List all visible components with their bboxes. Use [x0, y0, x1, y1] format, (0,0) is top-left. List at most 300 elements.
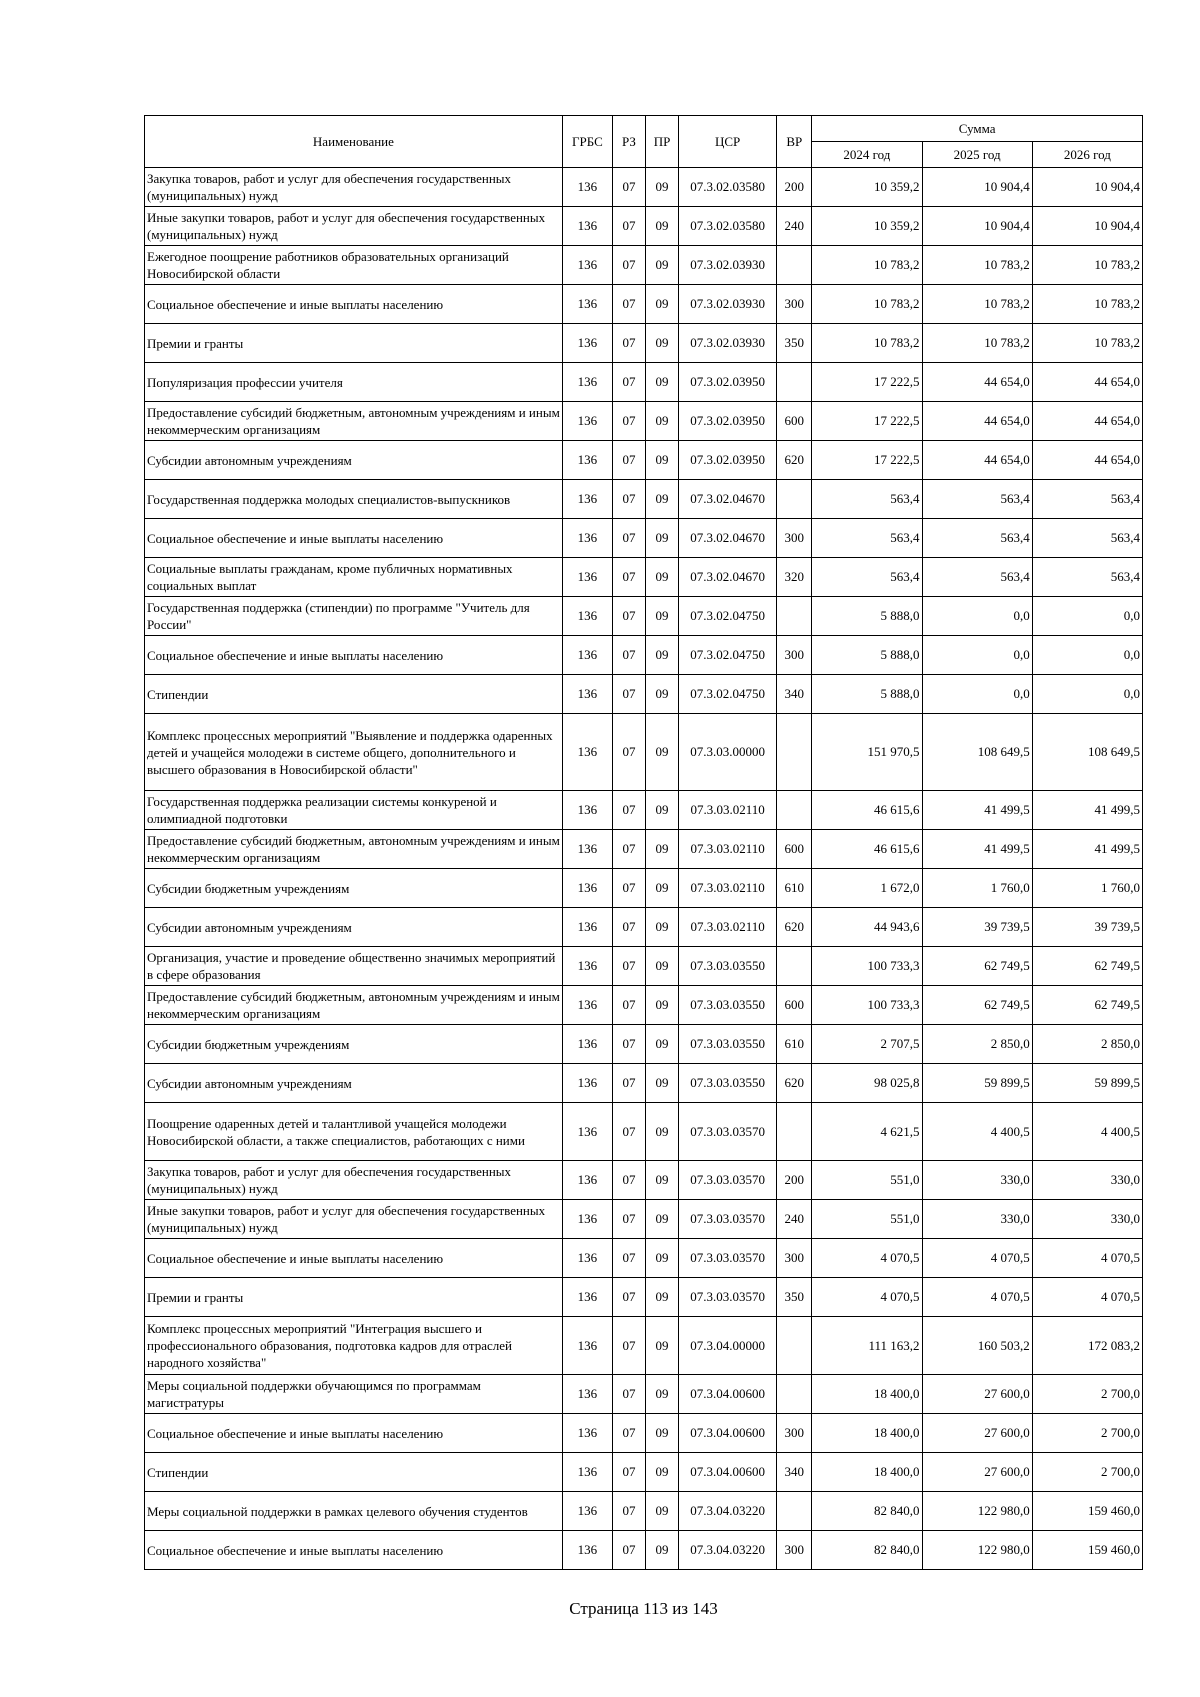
header-csr: ЦСР [679, 116, 777, 168]
row-grbs: 136 [562, 597, 612, 636]
row-sum-2024: 46 615,6 [812, 791, 922, 830]
row-grbs: 136 [562, 947, 612, 986]
row-vr: 300 [777, 1531, 812, 1570]
row-sum-2024: 5 888,0 [812, 597, 922, 636]
row-csr: 07.3.02.04750 [679, 597, 777, 636]
row-csr: 07.3.03.03570 [679, 1239, 777, 1278]
row-pr: 09 [645, 830, 678, 869]
row-grbs: 136 [562, 246, 612, 285]
table-row [145, 1064, 1143, 1103]
row-sum-2026: 10 783,2 [1032, 324, 1142, 363]
row-pr: 09 [645, 441, 678, 480]
row-sum-2026: 39 739,5 [1032, 908, 1142, 947]
row-sum-2024: 551,0 [812, 1200, 922, 1239]
row-grbs: 136 [562, 168, 612, 207]
row-sum-2024: 563,4 [812, 480, 922, 519]
row-grbs: 136 [562, 207, 612, 246]
row-csr: 07.3.02.03950 [679, 363, 777, 402]
row-sum-2025: 4 070,5 [922, 1239, 1032, 1278]
table-row [145, 1531, 1143, 1570]
row-sum-2025: 39 739,5 [922, 908, 1032, 947]
row-vr: 320 [777, 558, 812, 597]
row-pr: 09 [645, 168, 678, 207]
row-sum-2024: 4 070,5 [812, 1278, 922, 1317]
row-sum-2025: 62 749,5 [922, 986, 1032, 1025]
row-sum-2025: 1 760,0 [922, 869, 1032, 908]
row-rz: 07 [612, 1103, 645, 1161]
row-name: Иные закупки товаров, работ и услуг для обеспечения государственных (муниципальных) нужд [145, 1200, 563, 1239]
row-sum-2025: 44 654,0 [922, 363, 1032, 402]
row-rz: 07 [612, 908, 645, 947]
table-row [145, 869, 1143, 908]
row-sum-2025: 122 980,0 [922, 1492, 1032, 1531]
row-sum-2025: 10 783,2 [922, 324, 1032, 363]
row-sum-2024: 4 621,5 [812, 1103, 922, 1161]
row-sum-2026: 159 460,0 [1032, 1492, 1142, 1531]
row-sum-2025: 330,0 [922, 1200, 1032, 1239]
row-name: Комплекс процессных мероприятий "Выявление и поддержка одаренных детей и учащейся молодежи в системе общего, дополнительного и высшего образования в Новосибирской области" [145, 714, 563, 791]
row-name: Меры социальной поддержки в рамках целевого обучения студентов [145, 1492, 563, 1531]
row-sum-2026: 62 749,5 [1032, 986, 1142, 1025]
row-sum-2026: 4 070,5 [1032, 1239, 1142, 1278]
row-grbs: 136 [562, 986, 612, 1025]
row-grbs: 136 [562, 324, 612, 363]
row-grbs: 136 [562, 1239, 612, 1278]
row-csr: 07.3.02.04670 [679, 480, 777, 519]
row-sum-2024: 111 163,2 [812, 1317, 922, 1375]
row-name: Стипендии [145, 1453, 563, 1492]
row-sum-2024: 18 400,0 [812, 1414, 922, 1453]
row-pr: 09 [645, 1161, 678, 1200]
row-grbs: 136 [562, 908, 612, 947]
row-sum-2025: 0,0 [922, 636, 1032, 675]
row-csr: 07.3.02.03580 [679, 168, 777, 207]
row-csr: 07.3.03.02110 [679, 908, 777, 947]
row-grbs: 136 [562, 675, 612, 714]
row-grbs: 136 [562, 869, 612, 908]
row-name: Государственная поддержка молодых специалистов-выпускников [145, 480, 563, 519]
row-sum-2024: 18 400,0 [812, 1375, 922, 1414]
row-sum-2025: 41 499,5 [922, 830, 1032, 869]
row-rz: 07 [612, 1531, 645, 1570]
row-rz: 07 [612, 1278, 645, 1317]
row-grbs: 136 [562, 1103, 612, 1161]
row-grbs: 136 [562, 1278, 612, 1317]
row-vr: 610 [777, 1025, 812, 1064]
row-rz: 07 [612, 1414, 645, 1453]
row-sum-2026: 10 783,2 [1032, 285, 1142, 324]
row-vr: 240 [777, 207, 812, 246]
table-row [145, 285, 1143, 324]
row-vr [777, 714, 812, 791]
row-name: Организация, участие и проведение общественно значимых мероприятий в сфере образования [145, 947, 563, 986]
row-grbs: 136 [562, 1200, 612, 1239]
row-sum-2025: 4 400,5 [922, 1103, 1032, 1161]
row-sum-2025: 59 899,5 [922, 1064, 1032, 1103]
row-csr: 07.3.02.03930 [679, 285, 777, 324]
table-row [145, 597, 1143, 636]
row-sum-2026: 4 400,5 [1032, 1103, 1142, 1161]
table-row [145, 830, 1143, 869]
row-vr: 300 [777, 1239, 812, 1278]
row-name: Социальное обеспечение и иные выплаты населению [145, 1414, 563, 1453]
row-sum-2025: 563,4 [922, 480, 1032, 519]
row-sum-2025: 563,4 [922, 519, 1032, 558]
row-pr: 09 [645, 636, 678, 675]
table-row [145, 480, 1143, 519]
row-sum-2026: 2 850,0 [1032, 1025, 1142, 1064]
row-rz: 07 [612, 714, 645, 791]
row-rz: 07 [612, 869, 645, 908]
table-row [145, 1025, 1143, 1064]
row-sum-2025: 41 499,5 [922, 791, 1032, 830]
row-sum-2024: 44 943,6 [812, 908, 922, 947]
row-pr: 09 [645, 1492, 678, 1531]
table-row [145, 1453, 1143, 1492]
row-name: Субсидии бюджетным учреждениям [145, 1025, 563, 1064]
table-body [145, 168, 1143, 1570]
row-csr: 07.3.02.03580 [679, 207, 777, 246]
row-csr: 07.3.03.02110 [679, 791, 777, 830]
row-sum-2025: 0,0 [922, 675, 1032, 714]
table-row [145, 1103, 1143, 1161]
row-vr: 620 [777, 908, 812, 947]
row-pr: 09 [645, 1025, 678, 1064]
table-row [145, 363, 1143, 402]
row-csr: 07.3.03.03550 [679, 1025, 777, 1064]
table-row [145, 324, 1143, 363]
row-sum-2024: 10 783,2 [812, 246, 922, 285]
row-pr: 09 [645, 986, 678, 1025]
row-sum-2026: 159 460,0 [1032, 1531, 1142, 1570]
row-rz: 07 [612, 1064, 645, 1103]
row-sum-2026: 62 749,5 [1032, 947, 1142, 986]
row-grbs: 136 [562, 441, 612, 480]
row-name: Ежегодное поощрение работников образовательных организаций Новосибирской области [145, 246, 563, 285]
row-sum-2026: 10 904,4 [1032, 168, 1142, 207]
row-sum-2024: 46 615,6 [812, 830, 922, 869]
row-csr: 07.3.04.00600 [679, 1453, 777, 1492]
row-name: Иные закупки товаров, работ и услуг для обеспечения государственных (муниципальных) нужд [145, 207, 563, 246]
row-name: Комплекс процессных мероприятий "Интеграция высшего и профессионального образования, подготовка кадров для отраслей народного хозяйства" [145, 1317, 563, 1375]
row-pr: 09 [645, 207, 678, 246]
row-sum-2026: 2 700,0 [1032, 1453, 1142, 1492]
row-sum-2026: 563,4 [1032, 519, 1142, 558]
table-row [145, 1278, 1143, 1317]
row-sum-2025: 2 850,0 [922, 1025, 1032, 1064]
table-row [145, 714, 1143, 791]
row-sum-2026: 108 649,5 [1032, 714, 1142, 791]
row-sum-2025: 108 649,5 [922, 714, 1032, 791]
row-vr: 200 [777, 1161, 812, 1200]
row-sum-2024: 563,4 [812, 558, 922, 597]
row-sum-2026: 2 700,0 [1032, 1375, 1142, 1414]
row-sum-2026: 10 904,4 [1032, 207, 1142, 246]
row-pr: 09 [645, 402, 678, 441]
row-pr: 09 [645, 597, 678, 636]
row-sum-2025: 122 980,0 [922, 1531, 1032, 1570]
row-grbs: 136 [562, 363, 612, 402]
row-grbs: 136 [562, 1375, 612, 1414]
row-csr: 07.3.04.00000 [679, 1317, 777, 1375]
row-pr: 09 [645, 246, 678, 285]
table-row [145, 1161, 1143, 1200]
row-sum-2026: 1 760,0 [1032, 869, 1142, 908]
row-sum-2024: 10 359,2 [812, 207, 922, 246]
row-csr: 07.3.02.04750 [679, 675, 777, 714]
row-sum-2026: 0,0 [1032, 675, 1142, 714]
row-sum-2026: 0,0 [1032, 636, 1142, 675]
row-sum-2025: 27 600,0 [922, 1375, 1032, 1414]
row-vr [777, 1317, 812, 1375]
row-vr [777, 1375, 812, 1414]
row-grbs: 136 [562, 830, 612, 869]
header-year-2026: 2026 год [1032, 142, 1142, 168]
row-sum-2026: 41 499,5 [1032, 830, 1142, 869]
row-sum-2026: 563,4 [1032, 558, 1142, 597]
row-sum-2026: 44 654,0 [1032, 402, 1142, 441]
row-vr: 600 [777, 830, 812, 869]
row-sum-2025: 10 904,4 [922, 168, 1032, 207]
row-name: Социальное обеспечение и иные выплаты населению [145, 519, 563, 558]
table-row [145, 1200, 1143, 1239]
row-sum-2024: 100 733,3 [812, 947, 922, 986]
row-sum-2026: 0,0 [1032, 597, 1142, 636]
row-grbs: 136 [562, 714, 612, 791]
row-sum-2026: 41 499,5 [1032, 791, 1142, 830]
row-sum-2024: 5 888,0 [812, 636, 922, 675]
row-sum-2026: 4 070,5 [1032, 1278, 1142, 1317]
row-rz: 07 [612, 324, 645, 363]
row-vr: 340 [777, 675, 812, 714]
row-csr: 07.3.02.04750 [679, 636, 777, 675]
row-csr: 07.3.02.03950 [679, 402, 777, 441]
row-grbs: 136 [562, 519, 612, 558]
row-csr: 07.3.03.02110 [679, 869, 777, 908]
row-sum-2025: 44 654,0 [922, 402, 1032, 441]
row-name: Социальное обеспечение и иные выплаты населению [145, 285, 563, 324]
row-vr [777, 480, 812, 519]
row-csr: 07.3.03.00000 [679, 714, 777, 791]
page-number: Страница 113 из 143 [569, 1599, 718, 1618]
row-grbs: 136 [562, 1317, 612, 1375]
row-grbs: 136 [562, 636, 612, 675]
row-sum-2026: 10 783,2 [1032, 246, 1142, 285]
row-rz: 07 [612, 597, 645, 636]
row-pr: 09 [645, 947, 678, 986]
row-sum-2026: 2 700,0 [1032, 1414, 1142, 1453]
row-vr: 620 [777, 1064, 812, 1103]
row-sum-2025: 10 783,2 [922, 285, 1032, 324]
row-csr: 07.3.04.00600 [679, 1414, 777, 1453]
row-pr: 09 [645, 714, 678, 791]
row-rz: 07 [612, 1375, 645, 1414]
row-pr: 09 [645, 324, 678, 363]
row-csr: 07.3.03.03550 [679, 947, 777, 986]
row-vr [777, 947, 812, 986]
row-rz: 07 [612, 441, 645, 480]
table-row [145, 246, 1143, 285]
table-row [145, 636, 1143, 675]
row-sum-2026: 563,4 [1032, 480, 1142, 519]
budget-table [144, 115, 1143, 1570]
row-vr: 200 [777, 168, 812, 207]
row-vr: 350 [777, 1278, 812, 1317]
table-row [145, 1414, 1143, 1453]
table-row [145, 1317, 1143, 1375]
row-pr: 09 [645, 1453, 678, 1492]
row-sum-2024: 100 733,3 [812, 986, 922, 1025]
row-sum-2024: 10 359,2 [812, 168, 922, 207]
table-header [145, 116, 1143, 168]
row-vr: 300 [777, 1414, 812, 1453]
row-sum-2025: 27 600,0 [922, 1414, 1032, 1453]
row-csr: 07.3.02.04670 [679, 558, 777, 597]
row-sum-2025: 4 070,5 [922, 1278, 1032, 1317]
row-rz: 07 [612, 1200, 645, 1239]
row-csr: 07.3.02.04670 [679, 519, 777, 558]
row-name: Предоставление субсидий бюджетным, автономным учреждениям и иным некоммерческим организациям [145, 402, 563, 441]
row-sum-2024: 4 070,5 [812, 1239, 922, 1278]
row-vr: 300 [777, 285, 812, 324]
row-csr: 07.3.03.03550 [679, 986, 777, 1025]
table-row [145, 519, 1143, 558]
header-name: Наименование [145, 116, 563, 168]
table-row [145, 986, 1143, 1025]
row-rz: 07 [612, 363, 645, 402]
row-grbs: 136 [562, 1025, 612, 1064]
row-name: Стипендии [145, 675, 563, 714]
row-csr: 07.3.02.03930 [679, 246, 777, 285]
row-grbs: 136 [562, 791, 612, 830]
header-rz: РЗ [612, 116, 645, 168]
row-csr: 07.3.03.02110 [679, 830, 777, 869]
row-sum-2025: 27 600,0 [922, 1453, 1032, 1492]
row-vr: 610 [777, 869, 812, 908]
table-row [145, 402, 1143, 441]
row-pr: 09 [645, 1278, 678, 1317]
row-grbs: 136 [562, 480, 612, 519]
row-grbs: 136 [562, 1453, 612, 1492]
row-name: Закупка товаров, работ и услуг для обеспечения государственных (муниципальных) нужд [145, 168, 563, 207]
row-sum-2024: 18 400,0 [812, 1453, 922, 1492]
row-name: Социальное обеспечение и иные выплаты населению [145, 636, 563, 675]
row-pr: 09 [645, 1375, 678, 1414]
row-sum-2024: 2 707,5 [812, 1025, 922, 1064]
row-sum-2025: 563,4 [922, 558, 1032, 597]
row-pr: 09 [645, 363, 678, 402]
table-row [145, 441, 1143, 480]
row-rz: 07 [612, 1317, 645, 1375]
row-rz: 07 [612, 519, 645, 558]
row-vr: 300 [777, 519, 812, 558]
row-sum-2025: 330,0 [922, 1161, 1032, 1200]
row-vr [777, 1103, 812, 1161]
table-row [145, 1239, 1143, 1278]
row-sum-2024: 17 222,5 [812, 363, 922, 402]
row-rz: 07 [612, 791, 645, 830]
table-row [145, 947, 1143, 986]
row-sum-2024: 82 840,0 [812, 1492, 922, 1531]
row-csr: 07.3.02.03930 [679, 324, 777, 363]
row-name: Государственная поддержка реализации системы конкуреной и олимпиадной подготовки [145, 791, 563, 830]
row-name: Социальное обеспечение и иные выплаты населению [145, 1531, 563, 1570]
row-pr: 09 [645, 519, 678, 558]
row-pr: 09 [645, 908, 678, 947]
row-rz: 07 [612, 675, 645, 714]
row-sum-2024: 17 222,5 [812, 402, 922, 441]
row-sum-2025: 0,0 [922, 597, 1032, 636]
row-rz: 07 [612, 1161, 645, 1200]
row-sum-2025: 10 904,4 [922, 207, 1032, 246]
row-csr: 07.3.03.03570 [679, 1200, 777, 1239]
row-sum-2026: 59 899,5 [1032, 1064, 1142, 1103]
row-rz: 07 [612, 986, 645, 1025]
table-row [145, 675, 1143, 714]
row-sum-2024: 551,0 [812, 1161, 922, 1200]
table-row [145, 1375, 1143, 1414]
row-name: Предоставление субсидий бюджетным, автономным учреждениям и иным некоммерческим организациям [145, 830, 563, 869]
row-grbs: 136 [562, 1414, 612, 1453]
row-csr: 07.3.03.03570 [679, 1161, 777, 1200]
row-sum-2024: 151 970,5 [812, 714, 922, 791]
row-rz: 07 [612, 947, 645, 986]
row-sum-2026: 330,0 [1032, 1200, 1142, 1239]
row-vr: 600 [777, 402, 812, 441]
row-name: Популяризация профессии учителя [145, 363, 563, 402]
row-name: Субсидии автономным учреждениям [145, 1064, 563, 1103]
row-pr: 09 [645, 1239, 678, 1278]
row-rz: 07 [612, 558, 645, 597]
row-pr: 09 [645, 1103, 678, 1161]
row-pr: 09 [645, 1531, 678, 1570]
row-csr: 07.3.03.03570 [679, 1278, 777, 1317]
row-pr: 09 [645, 791, 678, 830]
header-year-2024: 2024 год [812, 142, 922, 168]
row-sum-2024: 82 840,0 [812, 1531, 922, 1570]
row-pr: 09 [645, 1414, 678, 1453]
row-grbs: 136 [562, 402, 612, 441]
row-name: Социальное обеспечение и иные выплаты населению [145, 1239, 563, 1278]
row-name: Субсидии автономным учреждениям [145, 441, 563, 480]
row-pr: 09 [645, 1317, 678, 1375]
row-rz: 07 [612, 207, 645, 246]
header-grbs: ГРБС [562, 116, 612, 168]
header-sum: Сумма [812, 116, 1143, 142]
row-grbs: 136 [562, 1064, 612, 1103]
row-rz: 07 [612, 402, 645, 441]
row-vr [777, 1492, 812, 1531]
row-sum-2025: 62 749,5 [922, 947, 1032, 986]
row-sum-2025: 10 783,2 [922, 246, 1032, 285]
row-rz: 07 [612, 830, 645, 869]
row-grbs: 136 [562, 1161, 612, 1200]
row-sum-2024: 563,4 [812, 519, 922, 558]
row-name: Премии и гранты [145, 324, 563, 363]
row-pr: 09 [645, 285, 678, 324]
row-name: Поощрение одаренных детей и талантливой учащейся молодежи Новосибирской области, а также специалистов, работающих с ними [145, 1103, 563, 1161]
row-sum-2026: 330,0 [1032, 1161, 1142, 1200]
row-vr: 350 [777, 324, 812, 363]
row-rz: 07 [612, 1239, 645, 1278]
row-name: Предоставление субсидий бюджетным, автономным учреждениям и иным некоммерческим организациям [145, 986, 563, 1025]
row-name: Социальные выплаты гражданам, кроме публичных нормативных социальных выплат [145, 558, 563, 597]
table-row [145, 168, 1143, 207]
table-row [145, 791, 1143, 830]
row-csr: 07.3.04.00600 [679, 1375, 777, 1414]
row-vr [777, 597, 812, 636]
row-name: Премии и гранты [145, 1278, 563, 1317]
